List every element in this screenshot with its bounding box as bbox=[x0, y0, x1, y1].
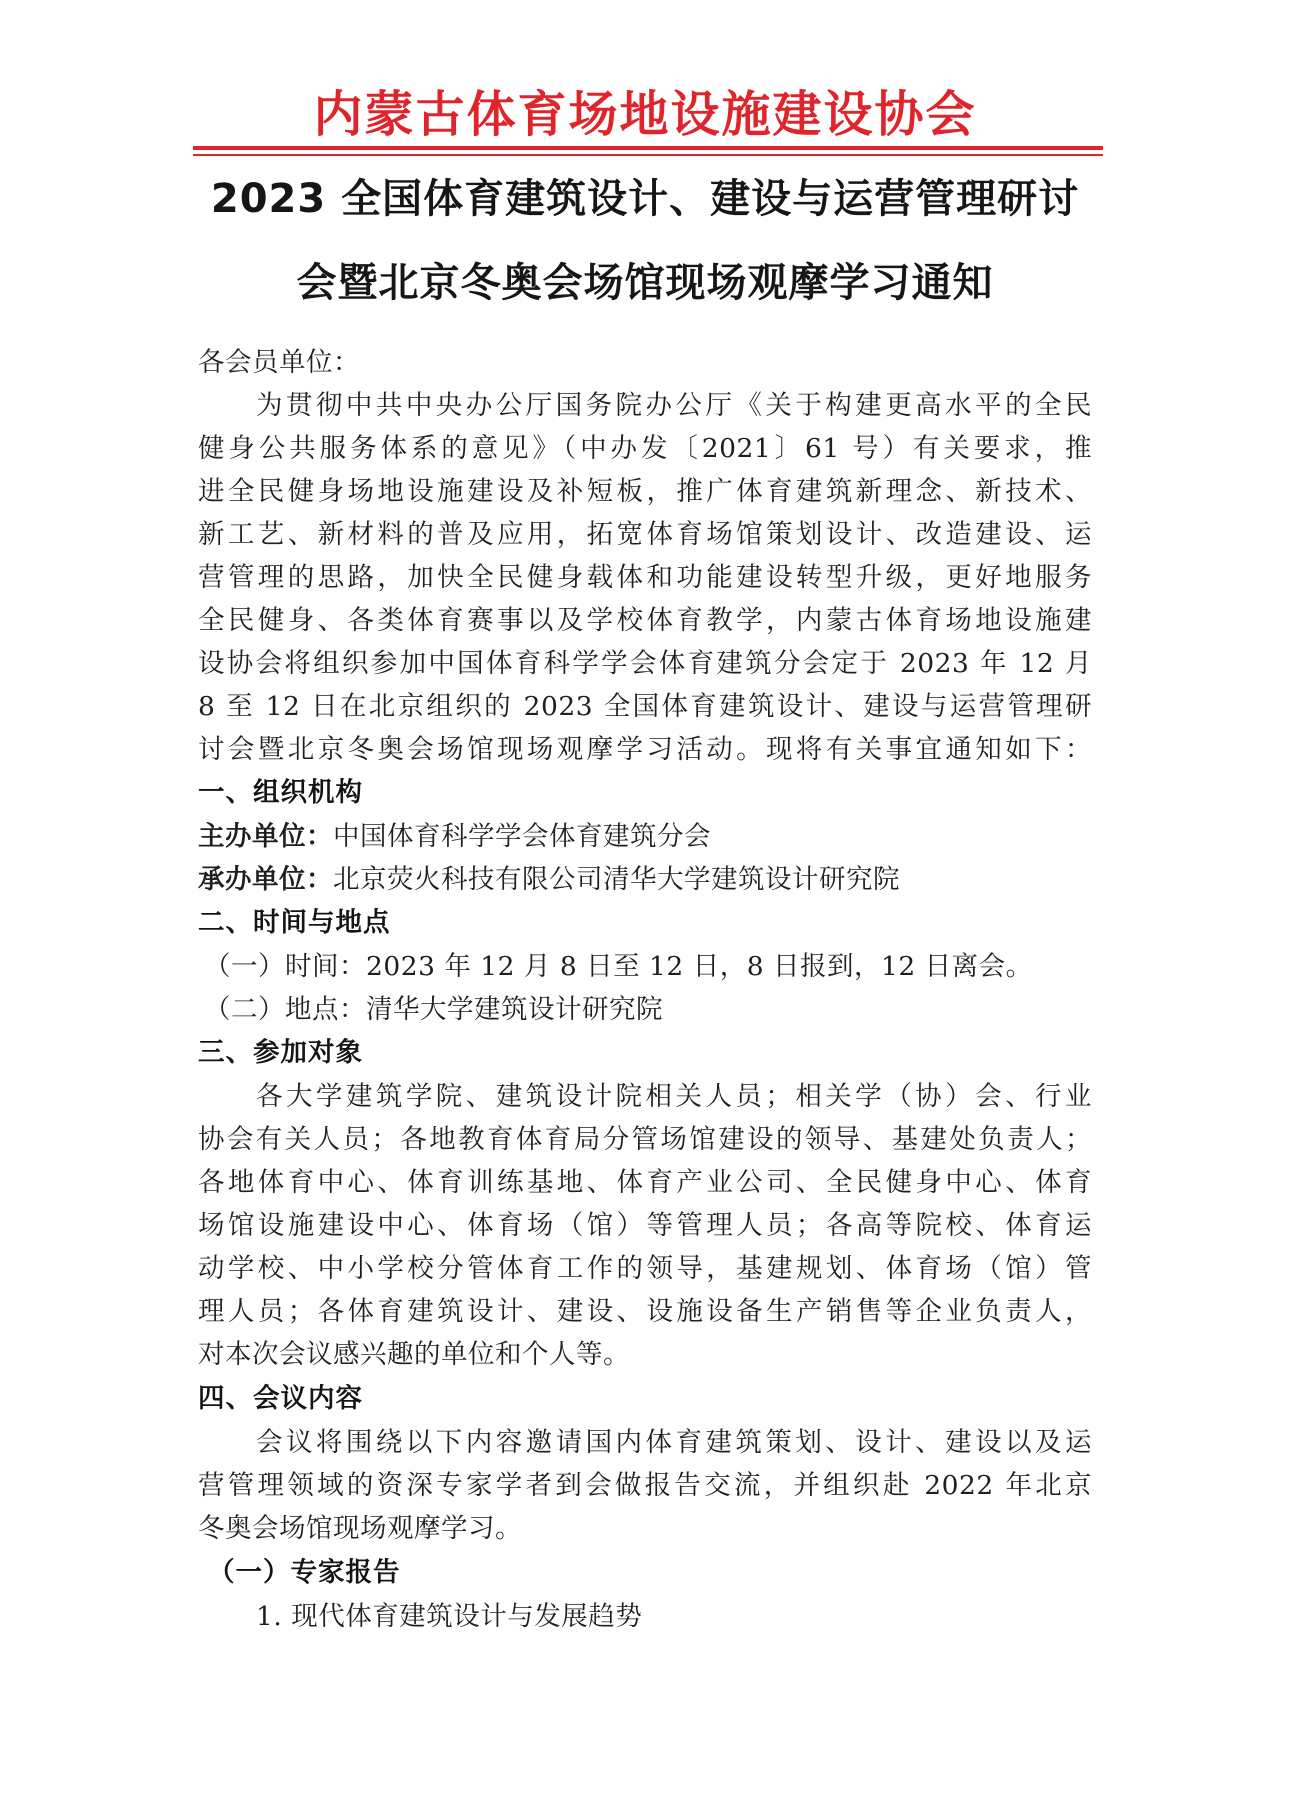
document-title-line-2: 会暨北京冬奥会场馆现场观摩学习通知 bbox=[296, 260, 994, 306]
intro-line: 讨会暨北京冬奥会场馆现场观摩学习活动。现将有关事宜通知如下： bbox=[198, 734, 1092, 765]
participants-line: 场馆设施建设中心、体育场（馆）等管理人员；各高等院校、体育运 bbox=[198, 1210, 1092, 1241]
letterhead-rule-thick bbox=[193, 146, 1103, 150]
intro-line: 进全民健身场地设施建设及补短板，推广体育建筑新理念、新技术、 bbox=[198, 476, 1092, 507]
host-label: 主办单位： bbox=[198, 821, 333, 852]
intro-line: 设协会将组织参加中国体育科学学会体育建筑分会定于 2023 年 12 月 bbox=[198, 648, 1092, 679]
content-line: 冬奥会场馆现场观摩学习。 bbox=[198, 1513, 522, 1544]
section-1-heading: 一、组织机构 bbox=[198, 777, 363, 808]
intro-line: 8 至 12 日在北京组织的 2023 全国体育建筑设计、建设与运营管理研 bbox=[198, 691, 1092, 722]
participants-line: 对本次会议感兴趣的单位和个人等。 bbox=[198, 1339, 630, 1370]
place-line: （二）地点：清华大学建筑设计研究院 bbox=[204, 994, 663, 1025]
participants-line: 协会有关人员；各地教育体育局分管场馆建设的领导、基建处负责人； bbox=[198, 1124, 1092, 1155]
org-letterhead: 内蒙古体育场地设施建设协会 bbox=[313, 85, 977, 143]
intro-line: 为贯彻中共中央办公厅国务院办公厅《关于构建更高水平的全民 bbox=[256, 390, 1092, 421]
host-value: 中国体育科学学会体育建筑分会 bbox=[333, 821, 711, 852]
participants-line: 各地体育中心、体育训练基地、体育产业公司、全民健身中心、体育 bbox=[198, 1167, 1092, 1198]
content-line: 会议将围绕以下内容邀请国内体育建筑策划、设计、建设以及运 bbox=[256, 1427, 1092, 1458]
salutation: 各会员单位： bbox=[198, 347, 360, 378]
intro-line: 全民健身、各类体育赛事以及学校体育教学，内蒙古体育场地设施建 bbox=[198, 605, 1092, 636]
report-item-1: 1. 现代体育建筑设计与发展趋势 bbox=[256, 1601, 643, 1632]
participants-line: 理人员；各体育建筑设计、建设、设施设备生产销售等企业负责人， bbox=[198, 1296, 1092, 1327]
content-line: 营管理领域的资深专家学者到会做报告交流，并组织赴 2022 年北京 bbox=[198, 1470, 1092, 1501]
organizer-row bbox=[198, 859, 900, 901]
section-3-heading: 三、参加对象 bbox=[198, 1037, 363, 1068]
letterhead-rule-thin bbox=[193, 154, 1103, 156]
intro-line: 健身公共服务体系的意见》（中办发〔2021〕61 号）有关要求，推 bbox=[198, 433, 1092, 464]
intro-line: 新工艺、新材料的普及应用，拓宽体育场馆策划设计、改造建设、运 bbox=[198, 519, 1092, 550]
time-line: （一）时间：2023 年 12 月 8 日至 12 日，8 日报到，12 日离会。 bbox=[204, 951, 1033, 982]
expert-report-heading: （一）专家报告 bbox=[208, 1557, 401, 1588]
host-row bbox=[198, 816, 711, 858]
participants-line: 各大学建筑学院、建筑设计院相关人员；相关学（协）会、行业 bbox=[256, 1081, 1092, 1112]
section-2-heading: 二、时间与地点 bbox=[198, 907, 391, 938]
organizer-value: 北京荧火科技有限公司清华大学建筑设计研究院 bbox=[333, 864, 900, 895]
section-4-heading: 四、会议内容 bbox=[198, 1383, 363, 1414]
document-title-line-1: 2023 全国体育建筑设计、建设与运营管理研讨 bbox=[210, 176, 1080, 222]
intro-line: 营管理的思路，加快全民健身载体和功能建设转型升级，更好地服务 bbox=[198, 562, 1092, 593]
participants-line: 动学校、中小学校分管体育工作的领导，基建规划、体育场（馆）管 bbox=[198, 1253, 1092, 1284]
organizer-label: 承办单位： bbox=[198, 864, 333, 895]
